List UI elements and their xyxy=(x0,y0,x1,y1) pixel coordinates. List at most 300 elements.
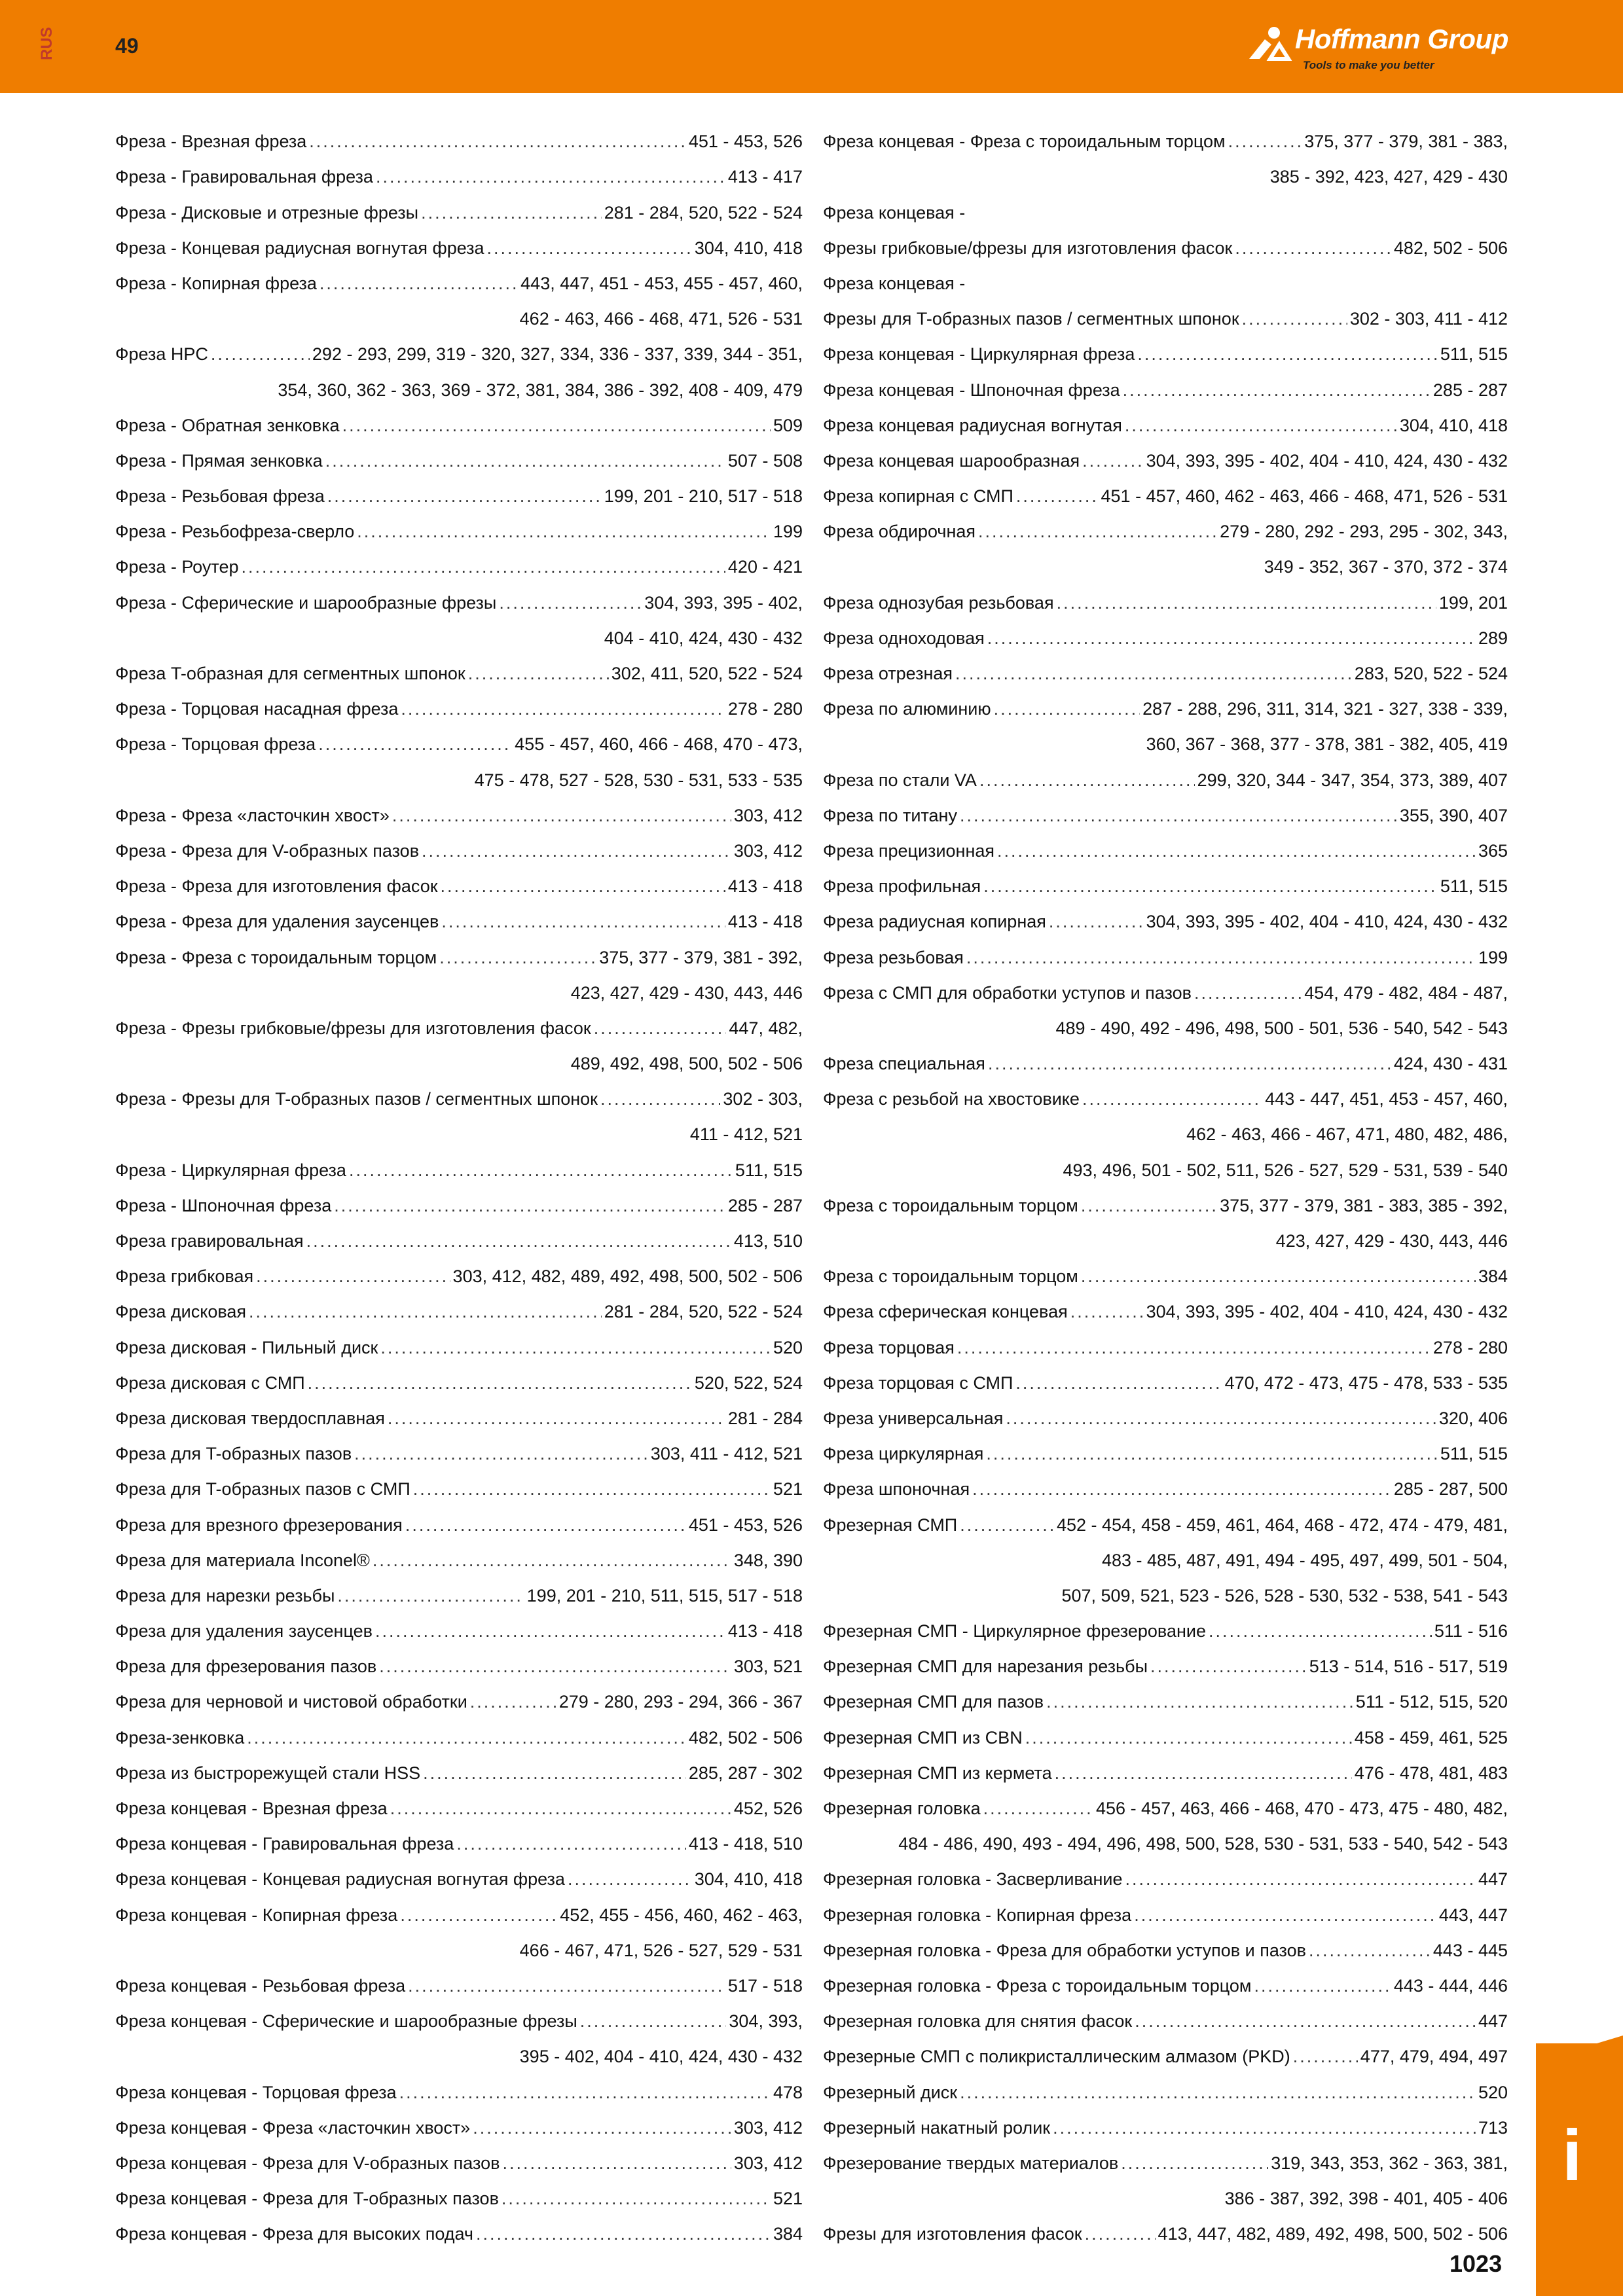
index-term: Фреза из быстрорежущей стали HSS xyxy=(115,1763,421,1783)
index-entry xyxy=(115,186,803,221)
index-pages: 413, 510 xyxy=(733,1231,803,1251)
dot-leader xyxy=(392,807,731,825)
index-pages: 303, 412, 482, 489, 492, 498, 500, 502 - 506 xyxy=(452,1266,803,1287)
index-entry xyxy=(115,1250,803,1285)
index-pages: 302, 411, 520, 522 - 524 xyxy=(611,664,803,683)
index-term: Фрезы для T-образных пазов / сегментных шпонок xyxy=(823,309,1239,329)
index-term: Фрезерная головка - Фреза с тороидальным торцом xyxy=(823,1975,1252,1996)
index-pages: 511, 515 xyxy=(1440,1444,1508,1464)
index-term: Фреза шпоночная xyxy=(823,1479,970,1499)
index-entry xyxy=(823,647,1508,683)
index-pages-continued xyxy=(823,718,1508,753)
index-pages: 455 - 457, 460, 466 - 468, 470 - 473, xyxy=(515,734,803,755)
dot-leader xyxy=(987,630,1476,647)
dot-leader xyxy=(988,1055,1391,1073)
index-pages: 413, 447, 482, 489, 492, 498, 500, 502 - 506 xyxy=(1158,2224,1508,2244)
index-pages-continued-text: 475 - 478, 527 - 528, 530 - 531, 533 - 535 xyxy=(474,770,803,790)
language-code: RUS xyxy=(38,27,56,60)
index-term: Фрезерная СМП xyxy=(823,1515,958,1535)
index-entry xyxy=(823,363,1508,399)
index-entry xyxy=(823,2066,1508,2101)
index-term: Фреза однозубая резьбовая xyxy=(823,592,1054,613)
index-entry xyxy=(115,1640,803,1676)
dot-leader xyxy=(1123,382,1431,399)
index-pages: 520 xyxy=(1478,2082,1508,2102)
index-entry xyxy=(115,860,803,895)
brand-logo xyxy=(1245,21,1527,80)
index-entry xyxy=(823,435,1508,470)
index-entry xyxy=(115,1818,803,1853)
index-entry xyxy=(115,718,803,753)
index-term: Фреза резьбовая xyxy=(823,947,964,967)
index-pages: 199 xyxy=(773,522,803,542)
dot-leader xyxy=(1125,1871,1476,1888)
dot-leader xyxy=(1053,2119,1476,2137)
index-term: Фрезерование твердых материалов xyxy=(823,2153,1119,2173)
index-term: Фреза концевая - Копирная фреза xyxy=(115,1905,398,1925)
dot-leader xyxy=(405,1516,686,1534)
index-term: Фреза концевая - Фреза «ласточкин хвост» xyxy=(115,2117,471,2138)
dot-leader xyxy=(994,700,1140,718)
index-entry xyxy=(115,576,803,611)
index-entry xyxy=(823,222,1508,257)
dot-leader xyxy=(337,1587,524,1605)
index-column-left xyxy=(115,115,803,2243)
index-pages: 281 - 284, 520, 522 - 524 xyxy=(604,202,803,223)
index-pages: 517 - 518 xyxy=(727,1975,803,1996)
dot-leader xyxy=(470,1693,556,1711)
index-pages: 482, 502 - 506 xyxy=(688,1727,803,1748)
index-entry xyxy=(115,1853,803,1888)
index-entry xyxy=(115,2102,803,2137)
index-pages-continued-text: 354, 360, 362 - 363, 369 - 372, 381, 384, 386 - 392, 408 - 409, 479 xyxy=(278,380,803,400)
dot-leader xyxy=(306,1232,731,1250)
dot-leader xyxy=(1309,1942,1431,1960)
index-pages: 509 xyxy=(773,415,803,435)
index-pages: 375, 377 - 379, 381 - 383, xyxy=(1304,132,1508,152)
index-pages: 384 xyxy=(773,2224,803,2244)
dot-leader xyxy=(1121,2155,1268,2172)
index-term: Фреза концевая - Циркулярная фреза xyxy=(823,344,1135,365)
dot-leader xyxy=(247,1729,686,1747)
dot-leader xyxy=(986,1445,1438,1463)
dot-leader xyxy=(441,878,725,895)
index-term: Фреза с тороидальным торцом xyxy=(823,1266,1078,1287)
index-pages: 413 - 418 xyxy=(727,876,803,897)
index-term: Фреза циркулярная xyxy=(823,1444,984,1464)
dot-leader xyxy=(955,665,1352,683)
index-term: Фреза - Обратная зенковка xyxy=(115,415,340,435)
index-pages: 477, 479, 494, 497 xyxy=(1360,2047,1508,2067)
index-entry xyxy=(823,2102,1508,2137)
dot-leader xyxy=(1125,417,1397,435)
index-entry xyxy=(823,1960,1508,1995)
index-entry xyxy=(115,825,803,860)
index-entry xyxy=(823,257,1508,293)
index-term: Фреза - Концевая радиусная вогнутая фреза xyxy=(115,238,484,258)
index-term: Фреза по титану xyxy=(823,805,957,825)
index-pages: 482, 502 - 506 xyxy=(1393,238,1508,258)
index-entry xyxy=(823,825,1508,860)
dot-leader xyxy=(972,1480,1391,1498)
index-pages: 476 - 478, 481, 483 xyxy=(1354,1763,1508,1783)
index-pages: 289 xyxy=(1478,628,1508,648)
index-entry xyxy=(823,1711,1508,1746)
dot-leader xyxy=(400,1907,557,1924)
dot-leader xyxy=(960,807,1397,825)
index-pages: 521 xyxy=(773,1479,803,1499)
index-pages: 413 - 418, 510 xyxy=(688,1834,803,1854)
dot-leader xyxy=(1016,488,1099,505)
dot-leader xyxy=(390,1800,731,1818)
index-pages-continued-text: 484 - 486, 490, 493 - 494, 496, 498, 500, 528, 530 - 531, 533 - 540, 542 - 543 xyxy=(898,1834,1508,1854)
dot-leader xyxy=(1015,1374,1222,1392)
index-pages: 303, 412 xyxy=(733,805,803,825)
index-pages-continued xyxy=(823,1818,1508,1853)
index-entry xyxy=(115,683,803,718)
index-term: Фреза T-образная для сегментных шпонок xyxy=(115,664,465,683)
index-pages-continued xyxy=(115,2030,803,2066)
index-pages: 283, 520, 522 - 524 xyxy=(1354,664,1508,683)
index-pages: 520 xyxy=(773,1337,803,1357)
dot-leader xyxy=(568,1871,692,1888)
index-pages: 302 - 303, xyxy=(723,1089,803,1109)
index-entry xyxy=(115,2172,803,2208)
dot-leader xyxy=(1046,1693,1353,1711)
index-pages-continued xyxy=(823,1215,1508,1250)
index-entry xyxy=(823,505,1508,541)
index-entry xyxy=(115,931,803,966)
index-term: Фреза концевая - Шпоночная фреза xyxy=(823,380,1120,400)
dot-leader xyxy=(1235,240,1391,257)
index-term: Фреза концевая - Врезная фреза xyxy=(115,1799,388,1818)
dot-leader xyxy=(441,913,725,931)
index-pages: 303, 412 xyxy=(733,2153,803,2173)
index-pages-continued-text: 493, 496, 501 - 502, 511, 526 - 527, 529 - 531, 539 - 540 xyxy=(1063,1160,1508,1180)
index-term: Фреза концевая - Фреза для V-образных пазов xyxy=(115,2153,500,2173)
index-pages: 447, 482, xyxy=(729,1018,803,1038)
index-entry xyxy=(823,931,1508,966)
index-term: Фреза профильная xyxy=(823,876,981,897)
dot-leader xyxy=(473,2119,731,2137)
index-pages: 520, 522, 524 xyxy=(694,1372,803,1393)
index-pages: 278 - 280 xyxy=(1432,1337,1508,1357)
index-pages: 302 - 303, 411 - 412 xyxy=(1349,309,1508,329)
dot-leader xyxy=(349,1162,733,1179)
index-term: Фреза торцовая xyxy=(823,1337,955,1357)
index-term: Фреза - Фреза с тороидальным торцом xyxy=(115,947,437,967)
index-entry xyxy=(115,1534,803,1570)
index-pages: 304, 410, 418 xyxy=(694,1869,803,1890)
index-term: Фрезерная СМП из кермета xyxy=(823,1763,1052,1783)
index-entry xyxy=(115,2066,803,2101)
index-pages-continued-text: 489, 492, 498, 500, 502 - 506 xyxy=(570,1054,803,1074)
index-pages: 278 - 280 xyxy=(727,699,803,719)
index-pages: 375, 377 - 379, 381 - 383, 385 - 392, xyxy=(1220,1195,1508,1215)
index-pages-continued-text: 385 - 392, 423, 427, 429 - 430 xyxy=(1269,167,1508,187)
index-pages: 384 xyxy=(1478,1266,1508,1287)
index-entry xyxy=(823,1285,1508,1321)
index-pages: 452, 526 xyxy=(733,1799,803,1818)
index-entry xyxy=(115,1960,803,1995)
index-entry xyxy=(115,1179,803,1215)
index-entry xyxy=(115,1747,803,1782)
index-pages: 320, 406 xyxy=(1438,1408,1508,1428)
dot-leader xyxy=(468,665,609,683)
index-pages: 279 - 280, 293 - 294, 366 - 367 xyxy=(558,1692,803,1712)
index-entry xyxy=(823,1498,1508,1534)
index-entry xyxy=(115,470,803,505)
index-entry xyxy=(823,115,1508,151)
dot-leader xyxy=(388,1410,725,1427)
index-term: Фреза концевая - Фреза для T-образных пазов xyxy=(115,2189,499,2209)
dot-leader xyxy=(413,1480,771,1498)
index-term: Фреза концевая шарообразная xyxy=(823,450,1080,471)
index-term: Фреза для фрезерования пазов xyxy=(115,1657,377,1677)
index-entry xyxy=(823,1037,1508,1073)
index-entry xyxy=(115,2137,803,2172)
index-entry xyxy=(823,860,1508,895)
dot-leader xyxy=(983,1800,1093,1818)
index-pages: 443, 447, 451 - 453, 455 - 457, 460, xyxy=(520,273,803,293)
index-pages-continued-text: 466 - 467, 471, 526 - 527, 529 - 531 xyxy=(519,1940,803,1960)
index-entry xyxy=(115,1498,803,1534)
index-entry xyxy=(823,2208,1508,2243)
index-entry xyxy=(115,1605,803,1640)
index-entry xyxy=(823,1250,1508,1285)
index-term: Фреза дисковая с СМП xyxy=(115,1372,305,1393)
index-entry xyxy=(115,1711,803,1746)
dot-leader xyxy=(487,240,692,257)
index-term: Фреза - Дисковые и отрезные фрезы xyxy=(115,202,419,223)
index-pages-continued xyxy=(115,967,803,1002)
index-pages: 470, 472 - 473, 475 - 478, 533 - 535 xyxy=(1224,1372,1508,1393)
index-term: Фреза - Фреза для изготовления фасок xyxy=(115,876,438,897)
dot-leader xyxy=(476,2225,771,2243)
dot-leader xyxy=(1082,452,1143,470)
hoffmann-logo-icon xyxy=(1245,25,1292,64)
index-entry xyxy=(115,399,803,435)
index-entry xyxy=(115,789,803,825)
index-entry xyxy=(115,541,803,576)
index-pages: 413 - 417 xyxy=(727,167,803,187)
dot-leader xyxy=(600,1090,720,1108)
index-term: Фреза по стали VA xyxy=(823,770,977,790)
index-pages-continued-text: 411 - 412, 521 xyxy=(689,1124,803,1145)
index-pages: 447 xyxy=(1478,2011,1508,2032)
index-entry xyxy=(823,293,1508,328)
index-entry xyxy=(115,151,803,186)
index-pages-continued xyxy=(115,1924,803,1960)
index-term: Фреза торцовая с СМП xyxy=(823,1372,1013,1393)
index-term: Фреза по алюминию xyxy=(823,699,991,719)
index-pages: 443 - 445 xyxy=(1432,1940,1508,1960)
index-pages: 447 xyxy=(1478,1869,1508,1890)
index-term: Фреза отрезная xyxy=(823,664,953,683)
dot-leader xyxy=(1228,133,1302,151)
dot-leader xyxy=(421,204,602,222)
dot-leader xyxy=(978,523,1217,541)
dot-leader xyxy=(308,1374,692,1392)
dot-leader xyxy=(1135,2013,1476,2030)
index-entry xyxy=(823,2030,1508,2066)
index-term: Фрезерная СМП из CBN xyxy=(823,1727,1023,1748)
index-pages: 521 xyxy=(773,2189,803,2209)
dot-leader xyxy=(960,2084,1476,2102)
index-entry xyxy=(115,1995,803,2030)
index-pages: 304, 393, 395 - 402, 404 - 410, 424, 430 - 432 xyxy=(1146,1302,1508,1322)
index-term: Фреза с СМП для обработки уступов и пазов xyxy=(823,982,1192,1003)
dot-leader xyxy=(594,1020,727,1037)
brand-name: Hoffmann Group xyxy=(1295,24,1508,54)
dot-leader xyxy=(211,346,310,363)
index-pages-continued xyxy=(115,363,803,399)
dot-leader xyxy=(401,700,725,718)
index-term: Фреза для нарезки резьбы xyxy=(115,1585,335,1605)
index-term: Фреза одноходовая xyxy=(823,628,985,648)
dot-leader xyxy=(309,133,686,151)
dot-leader xyxy=(319,275,518,293)
index-entry xyxy=(115,257,803,293)
dot-leader xyxy=(1242,310,1347,328)
index-entry xyxy=(115,1570,803,1605)
index-column-right xyxy=(823,115,1508,2243)
page-number: 1023 xyxy=(1450,2250,1503,2277)
index-pages-continued xyxy=(115,1108,803,1143)
index-term: Фрезерная головка - Копирная фреза xyxy=(823,1905,1132,1925)
index-term: Фреза - Гравировальная фреза xyxy=(115,167,373,187)
dot-leader xyxy=(1150,1658,1307,1676)
index-term: Фреза для T-образных пазов с СМП xyxy=(115,1479,410,1499)
index-entry xyxy=(115,1357,803,1392)
dot-leader xyxy=(357,523,771,541)
dot-leader xyxy=(502,2155,731,2172)
index-pages-continued-text: 395 - 402, 404 - 410, 424, 430 - 432 xyxy=(519,2047,803,2067)
index-term: Фрезы для изготовления фасок xyxy=(823,2224,1082,2244)
index-entry xyxy=(823,1640,1508,1676)
index-pages: 319, 343, 353, 362 - 363, 381, xyxy=(1271,2153,1508,2173)
index-term: Фреза - Фрезы грибковые/фрезы для изготовления фасок xyxy=(115,1018,591,1038)
dot-leader xyxy=(983,878,1438,895)
index-pages-continued xyxy=(823,1108,1508,1143)
index-term: Фреза гравировальная xyxy=(115,1231,304,1251)
index-pages: 511 - 512, 515, 520 xyxy=(1355,1692,1508,1712)
index-term: Фреза - Роутер xyxy=(115,557,239,577)
index-pages: 287 - 288, 296, 311, 314, 321 - 327, 338 - 339, xyxy=(1142,699,1508,719)
dot-leader xyxy=(439,949,596,967)
dot-leader xyxy=(1082,1090,1262,1108)
index-term: Фрезерный диск xyxy=(823,2082,958,2102)
index-pages: 303, 412 xyxy=(733,2117,803,2138)
index-pages: 303, 412 xyxy=(733,840,803,861)
index-pages: 304, 410, 418 xyxy=(694,238,803,258)
index-term: Фреза дисковая - Пильный диск xyxy=(115,1337,378,1357)
dot-leader xyxy=(422,842,731,860)
dot-leader xyxy=(1006,1410,1436,1427)
dot-leader xyxy=(1194,984,1302,1002)
index-pages: 452 - 454, 458 - 459, 461, 464, 468 - 472, 474 - 479, 481, xyxy=(1056,1515,1508,1535)
index-pages-continued xyxy=(115,1037,803,1073)
dot-leader xyxy=(375,1623,725,1640)
index-entry xyxy=(115,1782,803,1818)
index-pages: 452, 455 - 456, 460, 462 - 463, xyxy=(560,1905,803,1925)
dot-leader xyxy=(1081,1197,1217,1215)
dot-leader xyxy=(1049,913,1144,931)
index-pages: 443 - 444, 446 xyxy=(1393,1975,1508,1996)
index-entry xyxy=(823,967,1508,1002)
index-pages: 507 - 508 xyxy=(727,450,803,471)
index-pages-continued xyxy=(823,1143,1508,1179)
dot-leader xyxy=(342,417,771,435)
index-entry xyxy=(823,789,1508,825)
index-entry xyxy=(823,1427,1508,1463)
index-pages: 303, 521 xyxy=(733,1657,803,1677)
index-term: Фреза прецизионная xyxy=(823,840,994,861)
index-term: Фреза - Торцовая насадная фреза xyxy=(115,699,399,719)
index-term: Фреза HPC xyxy=(115,344,208,365)
index-pages: 451 - 457, 460, 462 - 463, 466 - 468, 471, 526 - 531 xyxy=(1101,486,1508,507)
index-pages-continued-text: 507, 509, 521, 523 - 526, 528 - 530, 532 - 538, 541 - 543 xyxy=(1061,1585,1508,1605)
index-term: Фреза сферическая концевая xyxy=(823,1302,1068,1322)
index-term: Фреза грибковая xyxy=(115,1266,254,1287)
dot-leader xyxy=(957,1339,1431,1357)
index-entry xyxy=(823,1888,1508,1924)
dot-leader xyxy=(423,1765,686,1782)
index-term: Фрезерный накатный ролик xyxy=(823,2117,1051,2138)
index-entry xyxy=(823,470,1508,505)
index-pages: 285 - 287, 500 xyxy=(1393,1479,1508,1499)
index-entry xyxy=(115,1285,803,1321)
index-entry xyxy=(115,1215,803,1250)
index-entry xyxy=(115,1888,803,1924)
index-entry xyxy=(115,222,803,257)
index-entry xyxy=(823,1357,1508,1392)
index-entry xyxy=(823,753,1508,789)
dot-leader xyxy=(1055,1765,1352,1782)
index-pages: 420 - 421 xyxy=(727,557,803,577)
index-entry xyxy=(115,1002,803,1037)
dot-leader xyxy=(1025,1729,1352,1747)
dot-leader xyxy=(354,1445,648,1463)
index-entry xyxy=(115,1392,803,1427)
index-term: Фреза - Шпоночная фреза xyxy=(115,1195,332,1215)
index-entry xyxy=(823,1676,1508,1711)
dot-leader xyxy=(501,2190,771,2208)
index-entry xyxy=(115,1073,803,1108)
index-term: Фреза концевая - xyxy=(823,273,966,293)
index-pages: 199, 201 - 210, 511, 515, 517 - 518 xyxy=(526,1585,803,1605)
index-pages-continued-text: 489 - 490, 492 - 496, 498, 500 - 501, 536 - 540, 542 - 543 xyxy=(1055,1018,1508,1038)
index-entry xyxy=(823,1853,1508,1888)
index-pages-continued-text: 360, 367 - 368, 377 - 378, 381 - 382, 405, 419 xyxy=(1146,734,1508,755)
index-entry xyxy=(823,1392,1508,1427)
dot-leader xyxy=(399,2084,771,2102)
index-term: Фреза - Фреза для V-образных пазов xyxy=(115,840,420,861)
index-entry xyxy=(115,2208,803,2243)
index-entry xyxy=(115,895,803,931)
index-term: Фреза концевая - Сферические и шарообразные фрезы xyxy=(115,2011,577,2032)
index-term: Фрезерная СМП для нарезания резьбы xyxy=(823,1657,1148,1677)
dot-leader xyxy=(499,594,642,612)
index-term: Фреза концевая - Торцовая фреза xyxy=(115,2082,397,2102)
index-term: Фреза концевая - Фреза для высоких подач xyxy=(115,2224,474,2244)
dot-leader xyxy=(1081,1268,1476,1285)
index-term: Фрезерная СМП для пазов xyxy=(823,1692,1044,1712)
index-term: Фреза - Резьбовая фреза xyxy=(115,486,325,507)
dot-leader xyxy=(1209,1623,1432,1640)
index-term: Фреза специальная xyxy=(823,1054,985,1074)
index-term: Фреза для удаления заусенцев xyxy=(115,1621,373,1641)
